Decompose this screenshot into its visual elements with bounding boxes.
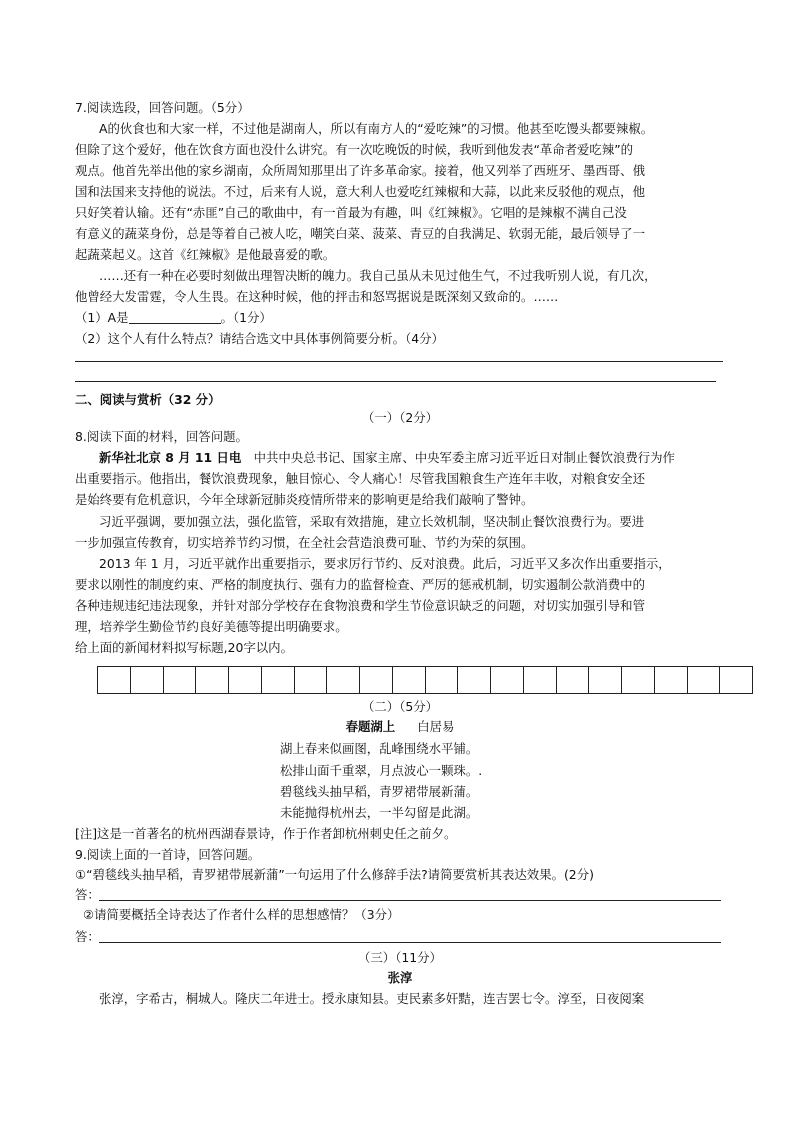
grid-cell[interactable] [295,667,328,693]
q9-sub2: ②请简要概括全诗表达了作者什么样的思想感情？（3分） [83,907,400,922]
q8-paragraph-line: 要求以刚性的制度约束、严格的制度执行、强有力的监督检查、严厉的惩戒机制，切实遏制公款消费中的 [75,577,645,592]
q7-sub1-blank[interactable] [129,311,221,324]
section-title: 二、阅读与赏析（32 分） [75,392,221,407]
poem-line: 松排山面千重翠，月点波心一颗珠。. [280,763,483,778]
q9-heading: 9.阅读上面的一首诗，回答问题。 [75,847,261,862]
q7-paragraph-line: 他曾经大发雷霆，令人生畏。在这种时候，他的抨击和怒骂据说是既深刻又致命的。…… [75,289,559,304]
q7-paragraph-line: 只好笑着认输。还有“赤匪”自己的歌曲中，有一首最为有趣，叫《红辣椒》。它唱的是辣椒不满自己没 [75,205,627,220]
q8-paragraph-line: 出重要指示。他指出，餐饮浪费现象，触目惊心、令人痛心！尽管我国粮食生产连年丰收，对粮食安全还 [75,471,645,486]
q7-paragraph-line: 国和法国来支持他的说法。不过，后来有人说，意大利人也爱吃红辣椒和大蒜，以此来反驳他的观点，他 [75,184,645,199]
q8-paragraph-line [99,450,725,466]
grid-cell[interactable] [426,667,459,693]
grid-cell[interactable] [262,667,295,693]
grid-cell[interactable] [393,667,426,693]
q7-sub1 [75,310,725,326]
q7-sub2: （2）这个人有什么特点？请结合选文中具体事例简要分析。（4分） [75,331,444,346]
grid-cell[interactable] [360,667,393,693]
answer-grid[interactable] [97,666,753,694]
q7-paragraph-line: A的伙食也和大家一样，不过他是湖南人，所以有南方人的“爱吃辣”的习惯。他甚至吃馒头都要辣椒。 [99,121,654,136]
q8-task: 给上面的新闻材料拟写标题,20字以内。 [75,640,293,655]
q9-sub1: ①“碧毯线头抽早稻，青罗裙带展新蒲”一句运用了什么修辞手法?请简要赏析其表达效果。(2分) [75,867,594,882]
q7-paragraph-line: 但除了这个爱好，他在饮食方面也没什么讲究。有一次吃晚饭的时候，我听到他发表“革命者爱吃辣”的 [75,142,634,157]
grid-cell[interactable] [98,667,131,693]
grid-cell[interactable] [589,667,622,693]
part-label: （一）（2分） [361,410,439,425]
q7-paragraph-line: 有意义的蔬菜身份，总是等着自己被人吃，嘲笑白菜、菠菜、青豆的自我满足、软弱无能，最后领导了一 [75,226,645,241]
q8-dateline: 新华社北京 8 月 11 日电 [99,450,242,465]
grid-cell[interactable] [131,667,164,693]
grid-cell[interactable] [491,667,524,693]
grid-cell[interactable] [229,667,262,693]
part-label: （三）（11分） [358,950,442,965]
q8-paragraph-line: 是始终要有危机意识，今年全球新冠肺炎疫情所带来的影响更是给我们敲响了警钟。 [75,492,534,507]
q7-sub1-suffix: 。（1分） [220,310,272,325]
answer-line[interactable] [75,381,716,382]
q8-paragraph-line: 2013 年 1 月，习近平就作出重要指示，要求厉行节约、反对浪费。此后，习近平又多次作出重要指示， [99,556,671,571]
poem-line: 湖上春来似画图，乱峰围绕水平铺。 [280,741,479,756]
part-label: （二）（5分） [361,699,439,714]
q8-heading: 8.阅读下面的材料，回答问题。 [75,429,248,444]
q7-heading: 7.阅读选段，回答问题。（5分） [75,100,250,115]
q8-paragraph-line: 理，培养学生勤俭节约良好美德等提出明确要求。 [75,619,348,634]
q8-paragraph-line: 习近平强调，要加强立法，强化监管，采取有效措施，建立长效机制，坚决制止餐饮浪费行为。要进 [99,514,645,529]
grid-cell[interactable] [524,667,557,693]
passage-title: 张淳 [387,970,413,985]
q7-paragraph-line: ……还有一种在必要时刻做出理智决断的魄力。我自己虽从未见过他生气，不过我听别人说，有几次， [99,268,657,283]
grid-cell[interactable] [720,667,752,693]
poem-line: 碧毯线头抽早稻，青罗裙带展新蒲。 [280,784,479,799]
poem-heading [75,719,725,735]
q7-paragraph-line: 起蔬菜起义。这首《红辣椒》是他最喜爱的歌。 [75,247,336,262]
grid-cell[interactable] [327,667,360,693]
q8-p1-first: 中共中央总书记、国家主席、中央军委主席习近平近日对制止餐饮浪费行为作 [241,450,675,465]
answer-line[interactable] [99,942,721,943]
poem-title: 春题湖上 [345,719,396,734]
answer-label: 答： [75,929,100,944]
poem-note: [注]这是一首著名的杭州西湖春景诗，作于作者卸杭州刺史任之前夕。 [75,826,457,841]
passage-line: 张淳，字希古，桐城人。隆庆二年进士。授永康知县。吏民素多奸黠，连吉罢七令。淳至，日夜阅案 [99,991,645,1006]
poem-author: 白居易 [417,719,455,734]
grid-cell[interactable] [688,667,721,693]
grid-cell[interactable] [655,667,688,693]
answer-line[interactable] [99,900,721,901]
q7-sub1-prefix: （1）A是 [75,310,129,325]
q7-paragraph-line: 观点。他首先举出他的家乡湖南，众所周知那里出了许多革命家。接着，他又列举了西班牙、墨西哥、俄 [75,163,645,178]
q8-paragraph-line: 各种违规违纪违法现象，并针对部分学校存在食物浪费和学生节俭意识缺乏的问题，对切实加强引导和管 [75,598,645,613]
q8-paragraph-line: 一步加强宣传教育，切实培养节约习惯，在全社会营造浪费可耻、节约为荣的氛围。 [75,535,534,550]
grid-cell[interactable] [557,667,590,693]
answer-line[interactable] [75,361,723,362]
grid-cell[interactable] [196,667,229,693]
answer-label: 答： [75,887,100,902]
poem-line: 未能抛得杭州去，一半勾留是此湖。 [280,805,479,820]
grid-cell[interactable] [164,667,197,693]
grid-cell[interactable] [458,667,491,693]
grid-cell[interactable] [622,667,655,693]
